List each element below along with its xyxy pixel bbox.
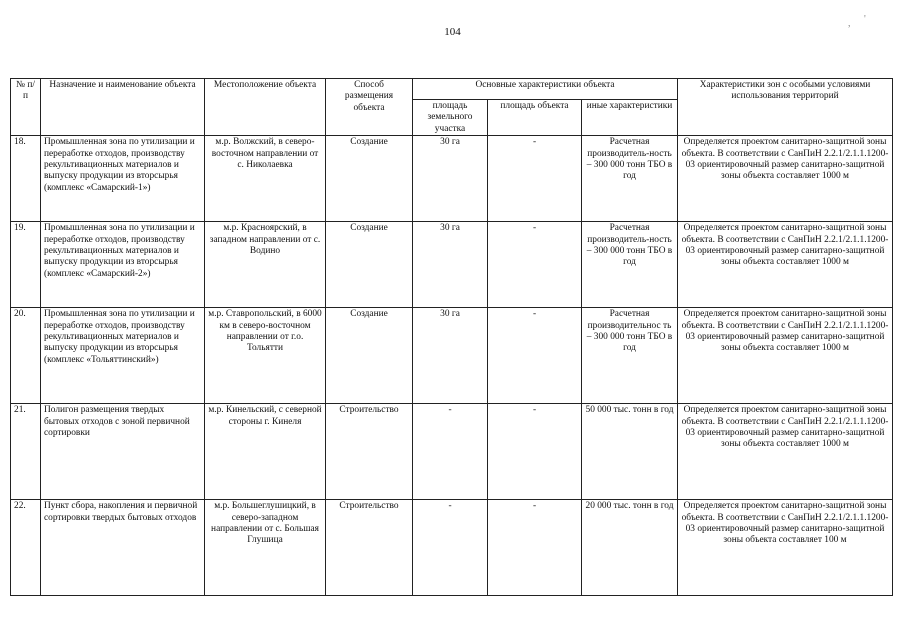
row-land-area: - xyxy=(413,500,488,596)
row-zones: Определяется проектом санитарно-защитной зоны объекта. В соответствии с СанПиН 2.2.1/2.1.1.1200-03 ориентировочный размер санитарно-защитной зоны объекта составляет 1000 м xyxy=(678,136,893,222)
row-method: Создание xyxy=(326,222,413,308)
header-other: иные характеристики xyxy=(582,100,678,136)
row-object-area: - xyxy=(488,500,582,596)
table-row xyxy=(11,308,893,404)
page-number: 104 xyxy=(444,26,461,38)
row-name: Промышленная зона по утилизации и переработке отходов, производству рекультивационных материалов и выпуску продукции из вторсырья (комплекс «Самарский-2») xyxy=(41,222,205,308)
row-other: Расчетная производительнос ть – 300 000 тонн ТБО в год xyxy=(582,308,678,404)
table-row xyxy=(11,500,893,596)
header-land-area: площадь земельного участка xyxy=(413,100,488,136)
row-num: 21. xyxy=(11,404,41,500)
row-zones: Определяется проектом санитарно-защитной зоны объекта. В соответствии с СанПиН 2.2.1/2.1.1.1200-03 ориентировочный размер санитарно-защитной зоны объекта составляет 100 м xyxy=(678,500,893,596)
row-zones: Определяется проектом санитарно-защитной зоны объекта. В соответствии с СанПиН 2.2.1/2.1.1.1200-03 ориентировочный размер санитарно-защитной зоны объекта составляет 1000 м xyxy=(678,308,893,404)
table-row xyxy=(11,404,893,500)
row-other: 20 000 тыс. тонн в год xyxy=(582,500,678,596)
row-land-area: - xyxy=(413,404,488,500)
row-other: Расчетная производитель-ность – 300 000 тонн ТБО в год xyxy=(582,136,678,222)
header-num: № п/п xyxy=(11,79,41,136)
row-method: Создание xyxy=(326,308,413,404)
header-zones: Характеристики зон с особыми условиями использования территорий xyxy=(678,79,893,136)
row-other: 50 000 тыс. тонн в год xyxy=(582,404,678,500)
header-location: Местоположение объекта xyxy=(205,79,326,136)
row-object-area: - xyxy=(488,404,582,500)
row-location: м.р. Волжский, в северо-восточном направлении от с. Николаевка xyxy=(205,136,326,222)
row-name: Промышленная зона по утилизации и переработке отходов, производству рекультивационных материалов и выпуску продукции из вторсырья (комплекс «Самарский-1») xyxy=(41,136,205,222)
header-object-area: площадь объекта xyxy=(488,100,582,136)
row-object-area: - xyxy=(488,308,582,404)
row-method: Строительство xyxy=(326,500,413,596)
scan-mark: , xyxy=(848,18,851,29)
row-object-area: - xyxy=(488,222,582,308)
row-zones: Определяется проектом санитарно-защитной зоны объекта. В соответствии с СанПиН 2.2.1/2.1.1.1200-03 ориентировочный размер санитарно-защитной зоны объекта составляет 1000 м xyxy=(678,222,893,308)
row-land-area: 30 га xyxy=(413,222,488,308)
row-location: м.р. Кинельский, с северной стороны г. Кинеля xyxy=(205,404,326,500)
row-land-area: 30 га xyxy=(413,136,488,222)
header-name: Назначение и наименование объекта xyxy=(41,79,205,136)
row-num: 22. xyxy=(11,500,41,596)
row-name: Промышленная зона по утилизации и переработке отходов, производству рекультивационных материалов и выпуску продукции из вторсырья (комплекс «Тольяттинский») xyxy=(41,308,205,404)
row-object-area: - xyxy=(488,136,582,222)
row-method: Строительство xyxy=(326,404,413,500)
row-num: 20. xyxy=(11,308,41,404)
table-row xyxy=(11,222,893,308)
row-other: Расчетная производитель-ность – 300 000 тонн ТБО в год xyxy=(582,222,678,308)
row-location: м.р. Красноярский, в западном направлении от с. Водино xyxy=(205,222,326,308)
row-land-area: 30 га xyxy=(413,308,488,404)
row-zones: Определяется проектом санитарно-защитной зоны объекта. В соответствии с СанПиН 2.2.1/2.1.1.1200-03 ориентировочный размер санитарно-защитной зоны объекта составляет 1000 м xyxy=(678,404,893,500)
row-location: м.р. Большеглушицкий, в северо-западном направлении от с. Большая Глушица xyxy=(205,500,326,596)
scan-mark: ' xyxy=(864,14,866,25)
row-method: Создание xyxy=(326,136,413,222)
objects-table xyxy=(10,78,893,596)
row-num: 19. xyxy=(11,222,41,308)
row-location: м.р. Ставропольский, в 6000 км в северо-восточном направлении от г.о. Тольятти xyxy=(205,308,326,404)
table-row xyxy=(11,136,893,222)
row-name: Пункт сбора, накопления и первичной сортировки твердых бытовых отходов xyxy=(41,500,205,596)
row-num: 18. xyxy=(11,136,41,222)
header-main-characteristics: Основные характеристики объекта xyxy=(413,79,678,100)
header-method: Способ размещения объекта xyxy=(326,79,413,136)
row-name: Полигон размещения твердых бытовых отходов с зоной первичной сортировки xyxy=(41,404,205,500)
